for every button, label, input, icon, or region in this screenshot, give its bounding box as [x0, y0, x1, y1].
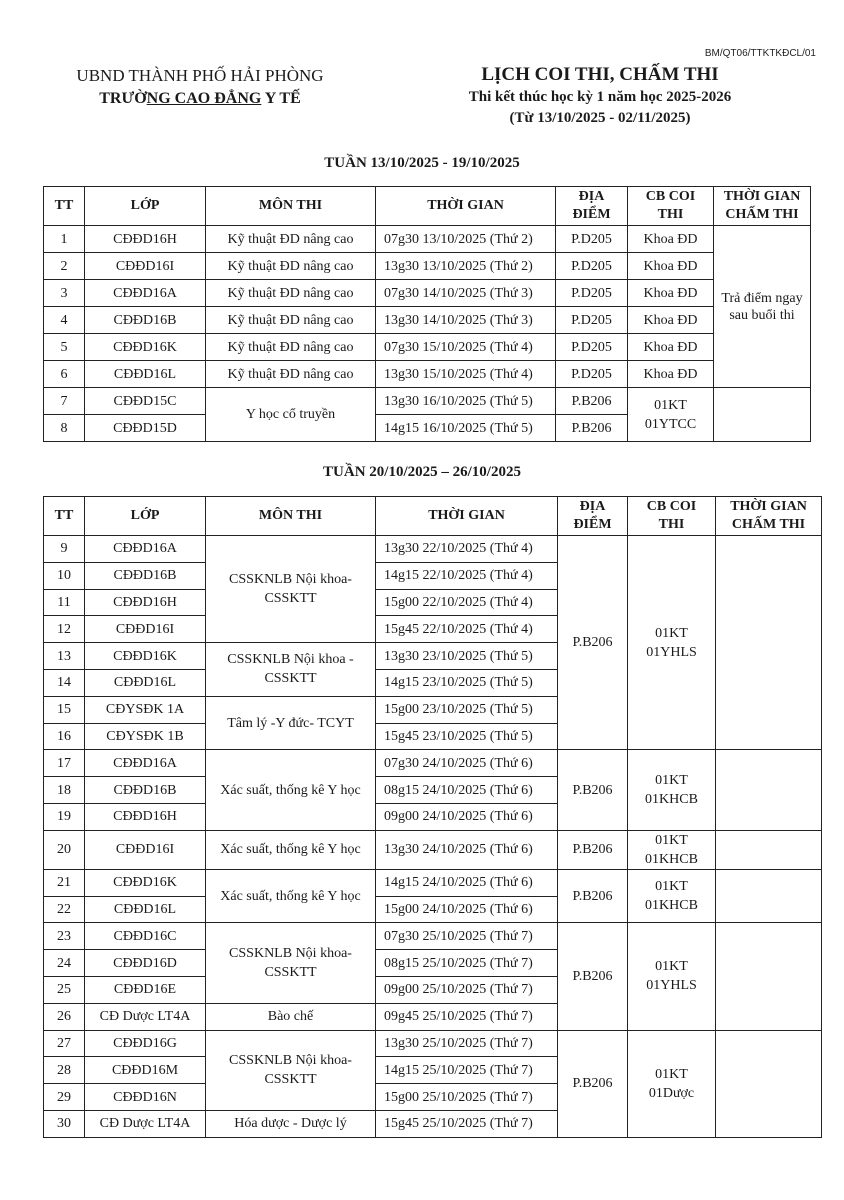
cell-proctor: 01KT 01KHCB: [628, 869, 716, 923]
cell-mon: CSSKNLB Nội khoa- CSSKTT: [206, 536, 376, 643]
cell-lop: CĐĐD16H: [85, 803, 206, 830]
cell-time: 07g30 25/10/2025 (Thứ 7): [376, 923, 558, 950]
school-name-part3: Y TẾ: [261, 90, 301, 107]
cell-time: 15g00 25/10/2025 (Thứ 7): [376, 1084, 558, 1111]
cell-tt: 28: [44, 1057, 85, 1084]
cell-tt: 26: [44, 1003, 85, 1030]
cell-mon: Y học cổ truyền: [206, 388, 376, 442]
week2-title: TUẦN 20/10/2025 – 26/10/2025: [323, 464, 521, 480]
cell-time: 07g30 13/10/2025 (Thứ 2): [376, 226, 556, 253]
cell-tt: 12: [44, 616, 85, 643]
cell-proctor: 01KT 01YTCC: [628, 388, 714, 442]
col-thoi-gian-cham-thi: THỜI GIAN CHẤM THI: [716, 497, 822, 536]
cell-time: 15g45 25/10/2025 (Thứ 7): [376, 1110, 558, 1137]
table-row: [44, 869, 822, 896]
cell-lop: CĐĐD16B: [85, 307, 206, 334]
cell-lop: CĐĐD16N: [85, 1084, 206, 1111]
cell-time: 15g00 23/10/2025 (Thứ 5): [376, 696, 558, 723]
cell-room: P.B206: [558, 536, 628, 750]
col-thoi-gian: THỜI GIAN: [376, 497, 558, 536]
cell-room: P.B206: [558, 830, 628, 869]
cell-proctor: Khoa ĐD: [628, 280, 714, 307]
cell-proctor: Khoa ĐD: [628, 361, 714, 388]
table-header-row: [44, 187, 811, 226]
cell-lop: CĐĐD16G: [85, 1030, 206, 1057]
cell-grading-empty: [716, 830, 822, 869]
cell-tt: 24: [44, 950, 85, 977]
table-row: [44, 226, 811, 253]
col-lop: LỚP: [85, 497, 206, 536]
cell-proctor: 01KT 01KHCB: [628, 750, 716, 830]
col-dia-diem: ĐỊA ĐIỂM: [558, 497, 628, 536]
cell-mon: Kỹ thuật ĐD nâng cao: [206, 253, 376, 280]
cell-lop: CĐĐD16M: [85, 1057, 206, 1084]
cell-tt: 6: [44, 361, 85, 388]
cell-lop: CĐYSĐK 1A: [85, 696, 206, 723]
cell-time: 13g30 24/10/2025 (Thứ 6): [376, 830, 558, 869]
cell-grading-note: Trả điểm ngay sau buổi thi: [714, 226, 811, 388]
week2-table: [43, 496, 822, 1138]
school-name-part1: TRƯỜ: [99, 90, 147, 107]
cell-tt: 14: [44, 669, 85, 696]
cell-lop: CĐĐD16C: [85, 923, 206, 950]
cell-room: P.B206: [558, 1030, 628, 1137]
cell-lop: CĐĐD16I: [85, 253, 206, 280]
col-tt: TT: [44, 187, 85, 226]
col-dia-diem: ĐỊA ĐIỂM: [556, 187, 628, 226]
week1-table: [43, 186, 811, 442]
cell-time: 08g15 25/10/2025 (Thứ 7): [376, 950, 558, 977]
cell-mon: Xác suất, thống kê Y học: [206, 750, 376, 830]
cell-tt: 19: [44, 803, 85, 830]
document-title: LỊCH COI THI, CHẤM THI: [481, 64, 719, 85]
cell-grading-empty: [716, 750, 822, 830]
cell-proctor: 01KT 01YHLS: [628, 923, 716, 1030]
cell-tt: 17: [44, 750, 85, 777]
week1-title: TUẦN 13/10/2025 - 19/10/2025: [324, 155, 520, 171]
cell-lop: CĐĐD16L: [85, 669, 206, 696]
cell-lop: CĐĐD16L: [85, 361, 206, 388]
issuer-school: [50, 87, 350, 110]
cell-lop: CĐĐD15C: [85, 388, 206, 415]
cell-tt: 29: [44, 1084, 85, 1111]
cell-tt: 8: [44, 415, 85, 442]
cell-lop: CĐ Dược LT4A: [85, 1003, 206, 1030]
cell-proctor: 01KT 01Dược: [628, 1030, 716, 1137]
cell-time: 13g30 23/10/2025 (Thứ 5): [376, 643, 558, 670]
cell-room: P.B206: [558, 750, 628, 830]
cell-time: 13g30 25/10/2025 (Thứ 7): [376, 1030, 558, 1057]
table-row: [44, 361, 811, 388]
cell-time: 13g30 22/10/2025 (Thứ 4): [376, 536, 558, 563]
cell-lop: CĐ Dược LT4A: [85, 1110, 206, 1137]
cell-lop: CĐĐD16A: [85, 536, 206, 563]
cell-lop: CĐĐD16A: [85, 750, 206, 777]
cell-lop: CĐĐD16B: [85, 777, 206, 804]
cell-time: 15g00 22/10/2025 (Thứ 4): [376, 589, 558, 616]
cell-tt: 4: [44, 307, 85, 334]
cell-room: P.B206: [558, 869, 628, 923]
cell-lop: CĐĐD16H: [85, 226, 206, 253]
col-mon-thi: MÔN THI: [206, 497, 376, 536]
cell-mon: CSSKNLB Nội khoa- CSSKTT: [206, 1030, 376, 1110]
cell-lop: CĐĐD16H: [85, 589, 206, 616]
cell-time: 14g15 24/10/2025 (Thứ 6): [376, 869, 558, 896]
cell-lop: CĐĐD16K: [85, 643, 206, 670]
cell-lop: CĐĐD16K: [85, 869, 206, 896]
cell-room: P.D205: [556, 226, 628, 253]
cell-mon: Bào chế: [206, 1003, 376, 1030]
col-thoi-gian-cham-thi: THỜI GIAN CHẤM THI: [714, 187, 811, 226]
table-row: [44, 253, 811, 280]
document-header: [430, 62, 770, 129]
cell-tt: 5: [44, 334, 85, 361]
cell-proctor: 01KT 01KHCB: [628, 830, 716, 869]
cell-lop: CĐĐD16A: [85, 280, 206, 307]
col-tt: TT: [44, 497, 85, 536]
cell-tt: 20: [44, 830, 85, 869]
cell-mon: Xác suất, thống kê Y học: [206, 869, 376, 923]
cell-tt: 25: [44, 976, 85, 1003]
cell-tt: 10: [44, 562, 85, 589]
cell-tt: 3: [44, 280, 85, 307]
cell-time: 14g15 16/10/2025 (Thứ 5): [376, 415, 556, 442]
cell-tt: 11: [44, 589, 85, 616]
cell-proctor: Khoa ĐD: [628, 226, 714, 253]
cell-time: 14g15 23/10/2025 (Thứ 5): [376, 669, 558, 696]
cell-mon: Kỹ thuật ĐD nâng cao: [206, 280, 376, 307]
table-row: [44, 536, 822, 563]
form-code: BM/QT06/TTKTKĐCL/01: [704, 48, 816, 59]
cell-lop: CĐĐD16L: [85, 896, 206, 923]
cell-tt: 18: [44, 777, 85, 804]
cell-room: P.D205: [556, 253, 628, 280]
cell-tt: 13: [44, 643, 85, 670]
cell-time: 14g15 25/10/2025 (Thứ 7): [376, 1057, 558, 1084]
cell-lop: CĐĐD15D: [85, 415, 206, 442]
cell-time: 09g00 25/10/2025 (Thứ 7): [376, 976, 558, 1003]
cell-mon: Tâm lý -Y đức- TCYT: [206, 696, 376, 750]
cell-tt: 16: [44, 723, 85, 750]
cell-lop: CĐYSĐK 1B: [85, 723, 206, 750]
cell-mon: Kỹ thuật ĐD nâng cao: [206, 361, 376, 388]
cell-proctor: 01KT 01YHLS: [628, 536, 716, 750]
cell-room: P.B206: [556, 388, 628, 415]
cell-mon: Hóa dược - Dược lý: [206, 1110, 376, 1137]
cell-time: 07g30 14/10/2025 (Thứ 3): [376, 280, 556, 307]
cell-time: 13g30 16/10/2025 (Thứ 5): [376, 388, 556, 415]
cell-mon: CSSKNLB Nội khoa- CSSKTT: [206, 923, 376, 1003]
cell-tt: 2: [44, 253, 85, 280]
table-row: [44, 923, 822, 950]
table-header-row: [44, 497, 822, 536]
cell-mon: Xác suất, thống kê Y học: [206, 830, 376, 869]
cell-proctor: Khoa ĐD: [628, 334, 714, 361]
cell-mon: Kỹ thuật ĐD nâng cao: [206, 226, 376, 253]
cell-grading-empty: [716, 923, 822, 1030]
cell-time: 15g45 23/10/2025 (Thứ 5): [376, 723, 558, 750]
col-mon-thi: MÔN THI: [206, 187, 376, 226]
cell-time: 07g30 24/10/2025 (Thứ 6): [376, 750, 558, 777]
col-lop: LỚP: [85, 187, 206, 226]
col-thoi-gian: THỜI GIAN: [376, 187, 556, 226]
cell-proctor: Khoa ĐD: [628, 253, 714, 280]
cell-lop: CĐĐD16K: [85, 334, 206, 361]
cell-tt: 21: [44, 869, 85, 896]
issuer-authority: UBND THÀNH PHỐ HẢI PHÒNG: [76, 66, 324, 85]
table-row: [44, 334, 811, 361]
cell-grading-empty: [714, 388, 811, 442]
cell-tt: 7: [44, 388, 85, 415]
cell-tt: 9: [44, 536, 85, 563]
table-row: [44, 750, 822, 777]
table-row: [44, 388, 811, 415]
cell-time: 15g45 22/10/2025 (Thứ 4): [376, 616, 558, 643]
cell-room: P.D205: [556, 307, 628, 334]
cell-tt: 22: [44, 896, 85, 923]
cell-lop: CĐĐD16E: [85, 976, 206, 1003]
cell-lop: CĐĐD16I: [85, 616, 206, 643]
cell-tt: 27: [44, 1030, 85, 1057]
document-subtitle: Thi kết thúc học kỳ 1 năm học 2025-2026: [468, 89, 732, 105]
cell-lop: CĐĐD16D: [85, 950, 206, 977]
cell-time: 09g45 25/10/2025 (Thứ 7): [376, 1003, 558, 1030]
cell-lop: CĐĐD16I: [85, 830, 206, 869]
cell-tt: 23: [44, 923, 85, 950]
cell-grading-empty: [716, 1030, 822, 1137]
cell-time: 13g30 13/10/2025 (Thứ 2): [376, 253, 556, 280]
cell-time: 09g00 24/10/2025 (Thứ 6): [376, 803, 558, 830]
cell-tt: 1: [44, 226, 85, 253]
cell-room: P.D205: [556, 280, 628, 307]
table-row: [44, 307, 811, 334]
cell-room: P.B206: [558, 923, 628, 1030]
school-name-part2: NG CAO ĐẲNG: [146, 90, 262, 107]
document-date-range: (Từ 13/10/2025 - 02/11/2025): [509, 110, 691, 126]
cell-room: P.D205: [556, 361, 628, 388]
issuer-header: [50, 64, 350, 110]
cell-time: 15g00 24/10/2025 (Thứ 6): [376, 896, 558, 923]
cell-tt: 30: [44, 1110, 85, 1137]
col-cb-coi-thi: CB COI THI: [628, 187, 714, 226]
table-row: [44, 1030, 822, 1057]
cell-mon: Kỹ thuật ĐD nâng cao: [206, 334, 376, 361]
cell-room: P.B206: [556, 415, 628, 442]
cell-time: 14g15 22/10/2025 (Thứ 4): [376, 562, 558, 589]
cell-lop: CĐĐD16B: [85, 562, 206, 589]
cell-grading-empty: [716, 536, 822, 750]
cell-tt: 15: [44, 696, 85, 723]
col-cb-coi-thi: CB COI THI: [628, 497, 716, 536]
cell-time: 08g15 24/10/2025 (Thứ 6): [376, 777, 558, 804]
cell-grading-empty: [716, 869, 822, 923]
cell-time: 07g30 15/10/2025 (Thứ 4): [376, 334, 556, 361]
table-row: [44, 830, 822, 869]
cell-time: 13g30 15/10/2025 (Thứ 4): [376, 361, 556, 388]
cell-proctor: Khoa ĐD: [628, 307, 714, 334]
cell-mon: Kỹ thuật ĐD nâng cao: [206, 307, 376, 334]
cell-time: 13g30 14/10/2025 (Thứ 3): [376, 307, 556, 334]
cell-mon: CSSKNLB Nội khoa - CSSKTT: [206, 643, 376, 697]
table-row: [44, 280, 811, 307]
cell-room: P.D205: [556, 334, 628, 361]
